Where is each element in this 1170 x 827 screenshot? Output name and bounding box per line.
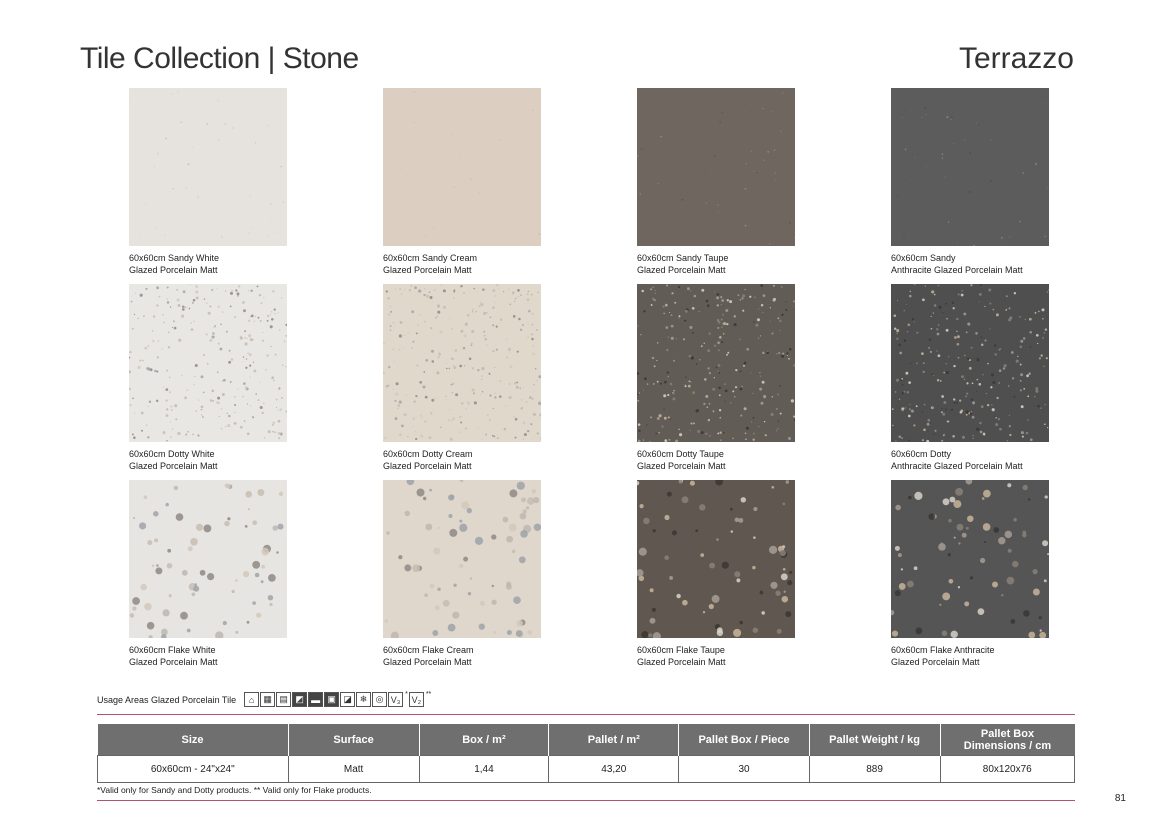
spec-table [97, 724, 1075, 783]
tile-caption: 60x60cm Sandy Taupe Glazed Porcelain Matt [637, 253, 729, 275]
tile-swatch [637, 480, 795, 638]
bathroom-icon: ◩ [292, 692, 307, 707]
tile-card [637, 88, 812, 276]
tile-caption: 60x60cm Flake Taupe Glazed Porcelain Matt [637, 645, 726, 667]
table-cell: 80x120x76 [940, 756, 1075, 783]
tile-caption: 60x60cm Sandy Cream Glazed Porcelain Matt [383, 253, 478, 275]
usage-icon-row [244, 692, 431, 707]
usage-label: Usage Areas Glazed Porcelain Tile [97, 694, 237, 705]
tile-caption: 60x60cm Sandy Anthracite Glazed Porcelain Matt [891, 253, 1023, 275]
stairs-icon: ◪ [340, 692, 355, 707]
tile-card [383, 480, 558, 668]
table-header-cell: Surface [288, 724, 419, 756]
tile-card [129, 88, 304, 276]
tile-card [383, 284, 558, 472]
slip-icon: ◎ [372, 692, 387, 707]
table-header-cell: Pallet Box / Piece [679, 724, 809, 756]
tile-card [383, 88, 558, 276]
table-cell: 889 [809, 756, 940, 783]
tile-swatch [129, 480, 287, 638]
tile-swatch [383, 480, 541, 638]
tile-swatch [637, 88, 795, 246]
wall-icon: ▦ [260, 692, 275, 707]
table-header-cell: Pallet Box Dimensions / cm [940, 724, 1075, 756]
divider-bottom [97, 800, 1075, 801]
tile-grid [129, 88, 1049, 678]
tile-caption: 60x60cm Flake Anthracite Glazed Porcelain Matt [891, 645, 995, 667]
table-cell: 30 [679, 756, 809, 783]
tile-card [637, 480, 812, 668]
kitchen-icon: ▬ [308, 692, 323, 707]
frost-icon: ❄ [356, 692, 371, 707]
spec-table-header [98, 724, 1075, 756]
v3-footnote-mark: * [405, 691, 408, 698]
usage-areas [97, 692, 431, 707]
tile-card [129, 284, 304, 472]
tile-caption: 60x60cm Dotty Taupe Glazed Porcelain Matt [637, 449, 726, 471]
page-title: Tile Collection | Stone [80, 42, 359, 75]
tile-card [891, 88, 1066, 276]
tile-card [129, 480, 304, 668]
v3-icon: V₃ [388, 692, 403, 707]
table-header-cell: Box / m² [419, 724, 548, 756]
table-row [98, 756, 1075, 783]
tile-card [637, 284, 812, 472]
tile-swatch [383, 284, 541, 442]
tile-caption: 60x60cm Flake White Glazed Porcelain Matt [129, 645, 218, 667]
floor-icon: ▤ [276, 692, 291, 707]
tile-caption: 60x60cm Dotty White Glazed Porcelain Matt [129, 449, 218, 471]
house-icon: ⌂ [244, 692, 259, 707]
tile-caption: 60x60cm Flake Cream Glazed Porcelain Matt [383, 645, 474, 667]
v2-footnote-mark: ** [425, 691, 432, 698]
tile-swatch [891, 284, 1049, 442]
page-number: 81 [1114, 793, 1126, 804]
tile-caption: 60x60cm Dotty Cream Glazed Porcelain Matt [383, 449, 473, 471]
tile-caption: 60x60cm Dotty Anthracite Glazed Porcelain Matt [891, 449, 1023, 471]
table-cell: 60x60cm - 24"x24" [98, 756, 289, 783]
table-header-cell: Size [98, 724, 289, 756]
table-header-cell: Pallet Weight / kg [809, 724, 940, 756]
tile-swatch [383, 88, 541, 246]
outdoor-icon: ▣ [324, 692, 339, 707]
tile-card [891, 284, 1066, 472]
footnote: *Valid only for Sandy and Dotty products. ** Valid only for Flake products. [97, 785, 372, 795]
tile-swatch [637, 284, 795, 442]
tile-swatch [129, 88, 287, 246]
page-subtitle: Terrazzo [958, 42, 1074, 75]
tile-card [891, 480, 1066, 668]
tile-caption: 60x60cm Sandy White Glazed Porcelain Matt [129, 253, 220, 275]
tile-swatch [891, 88, 1049, 246]
table-cell: 1,44 [419, 756, 548, 783]
table-header-cell: Pallet / m² [549, 724, 679, 756]
tile-swatch [891, 480, 1049, 638]
table-cell: 43,20 [549, 756, 679, 783]
v2-icon: V₂ [409, 692, 424, 707]
table-cell: Matt [288, 756, 419, 783]
tile-swatch [129, 284, 287, 442]
divider-top [97, 714, 1075, 715]
